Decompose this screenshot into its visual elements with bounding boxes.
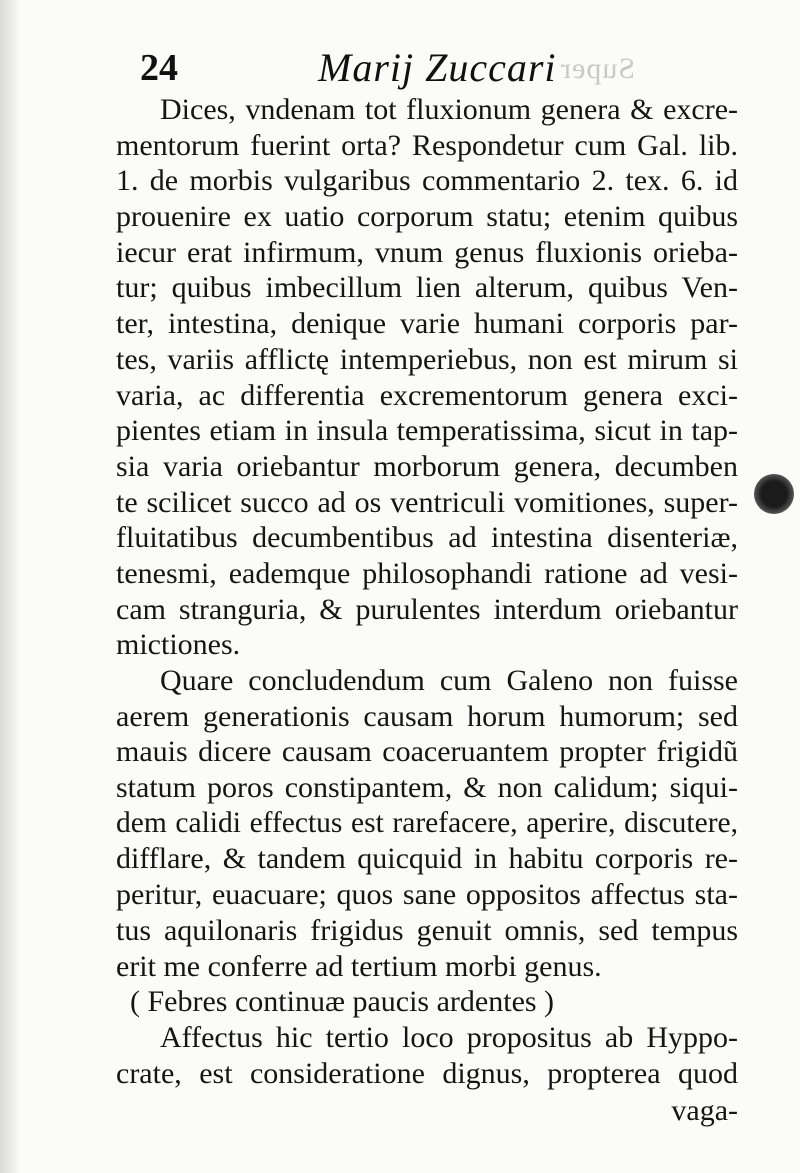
text-line: difflare, & tandem quicquid in habitu corporis re- bbox=[116, 842, 738, 876]
text-line: peritur, euacuare; quos sane oppositos affectus sta- bbox=[116, 878, 738, 912]
binding-hole bbox=[754, 474, 794, 514]
text-line: tus aquilonaris frigidus genuit omnis, sed tempus bbox=[116, 913, 738, 947]
text-line: pientes etiam in insula temperatissima, sicut in tap- bbox=[116, 414, 738, 448]
text-line: Affectus hic tertio loco propositus ab Hyppo- bbox=[160, 1020, 738, 1054]
text-line: mentorum fuerint orta? Respondetur cum Gal. lib. bbox=[116, 128, 738, 162]
text-line: Dices, vndenam tot fluxionum genera & excre- bbox=[160, 93, 738, 126]
catchword-row bbox=[116, 1094, 738, 1128]
text-line: tenesmi, eademque philosophandi ratione ad vesi- bbox=[116, 556, 738, 590]
text-line: mauis dicere causam coaceruantem propter frigidũ bbox=[116, 735, 738, 769]
running-head: Marij Zuccari bbox=[318, 45, 557, 90]
body-text bbox=[116, 92, 738, 1091]
text-line: erit me conferre ad tertium morbi genus. bbox=[116, 949, 602, 983]
page-gutter-shadow bbox=[0, 0, 18, 1173]
text-line: aerem generationis causam horum humorum; sed bbox=[116, 699, 738, 733]
page-header bbox=[140, 38, 740, 90]
catchword: vaga- bbox=[671, 1094, 738, 1127]
text-line: te scilicet succo ad os ventriculi vomitiones, super- bbox=[116, 485, 738, 519]
text-line: prouenire ex uatio corporum statu; etenim quibus bbox=[116, 200, 738, 234]
text-line: 1. de morbis vulgaribus commentario 2. tex. 6. id bbox=[116, 164, 738, 198]
section-heading: ( Febres continuæ paucis ardentes ) bbox=[130, 985, 555, 1019]
text-line: statum poros constipantem, & non calidum; siqui- bbox=[116, 771, 738, 805]
page-number: 24 bbox=[140, 47, 178, 89]
text-line: cam stranguria, & purulentes interdum oriebantur bbox=[116, 592, 738, 626]
text-line: iecur erat infirmum, vnum genus fluxionis orieba- bbox=[116, 235, 738, 269]
show-through-text: Super bbox=[560, 52, 635, 85]
text-line: tes, variis afflictę intemperiebus, non est mirum si bbox=[116, 342, 738, 376]
text-line: ter, intestina, denique varie humani corporis par- bbox=[116, 307, 738, 341]
text-line: crate, est consideratione dignus, propterea quod bbox=[116, 1056, 738, 1090]
text-line: sia varia oriebantur morborum genera, decumben bbox=[116, 449, 738, 483]
text-line: tur; quibus imbecillum lien alterum, quibus Ven- bbox=[116, 271, 738, 305]
text-line: Quare concludendum cum Galeno non fuisse bbox=[160, 664, 738, 697]
text-line: varia, ac differentia excrementorum genera exci- bbox=[116, 378, 738, 412]
text-line: mictiones. bbox=[116, 628, 241, 662]
text-line: fluitatibus decumbentibus ad intestina disenteriæ, bbox=[116, 521, 738, 555]
text-line: dem calidi effectus est rarefacere, aperire, discutere, bbox=[116, 806, 738, 839]
